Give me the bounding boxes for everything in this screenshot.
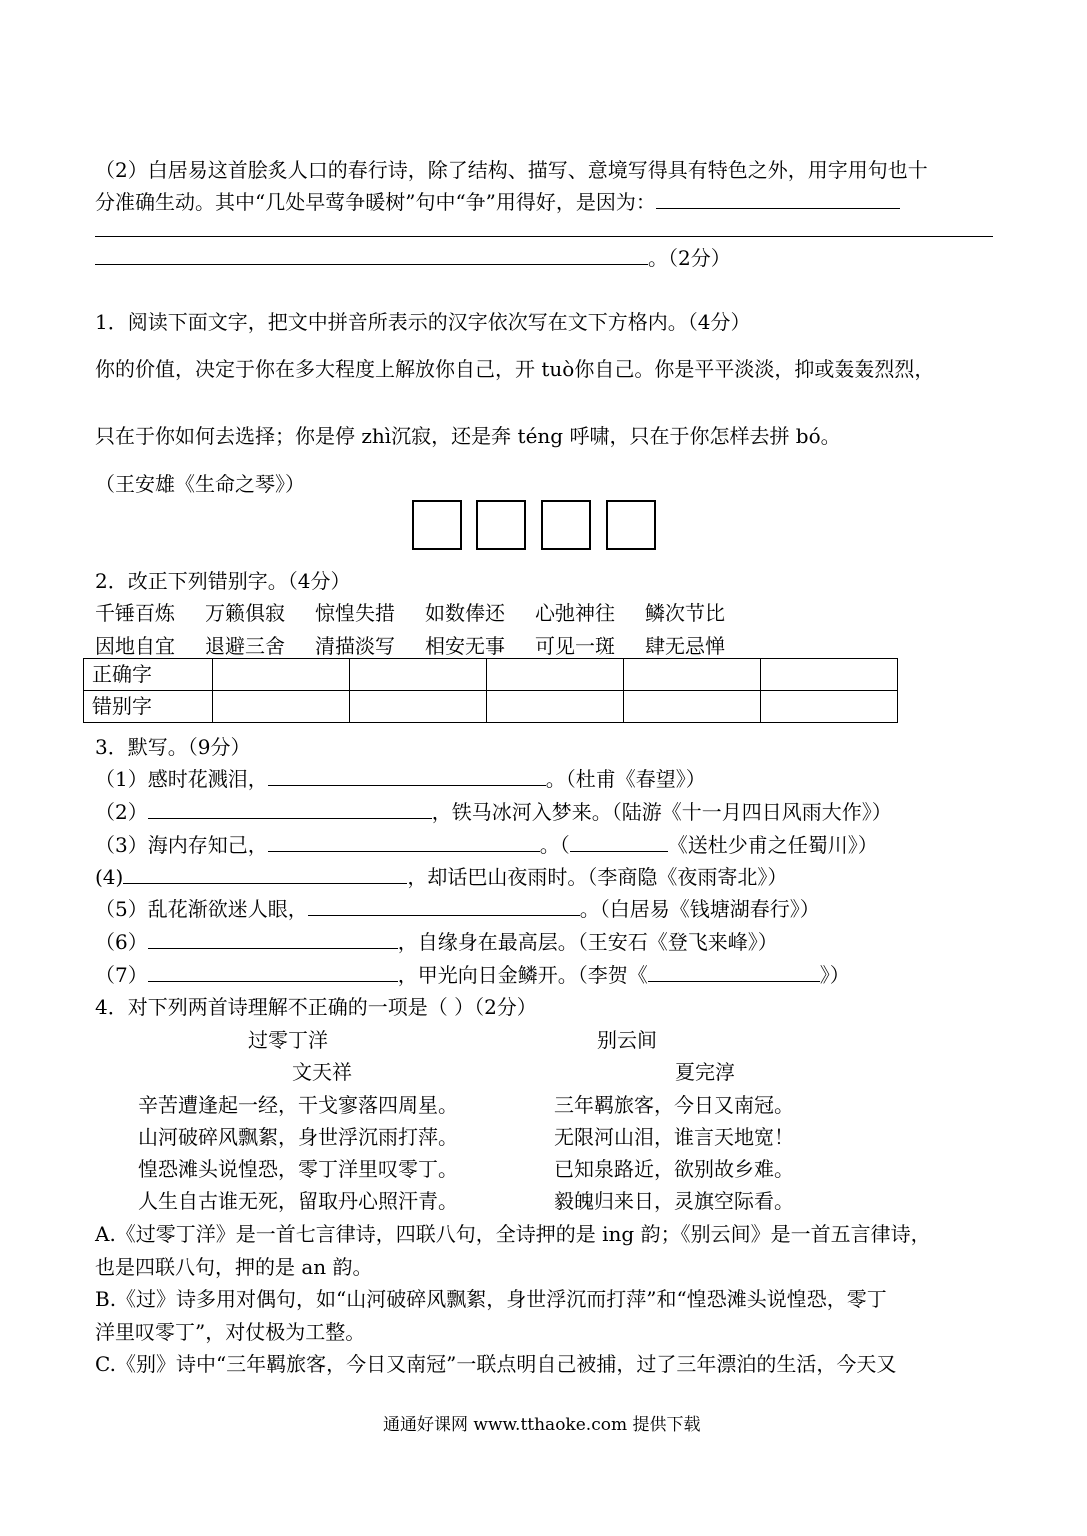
p1-source: （王安雄《生命之琴》） [95, 472, 305, 496]
answer-box-1[interactable] [412, 500, 462, 550]
answer-cell[interactable] [624, 659, 761, 691]
word-item: 清描淡写 [315, 634, 395, 658]
poem2-line: 无限河山泪，谁言天地宽！ [554, 1125, 794, 1149]
p3-text: 《送杜少甫之任蜀川》） [667, 833, 878, 857]
p2-row1 [95, 597, 755, 626]
answer-cell[interactable] [350, 691, 487, 723]
answer-blank[interactable] [570, 831, 668, 852]
answer-box-3[interactable] [541, 500, 591, 550]
answer-line[interactable] [95, 236, 993, 237]
q2-line1: （2）白居易这首脍炙人口的春行诗，除了结构、描写、意境写得具有特色之外，用字用句也十 [95, 158, 928, 182]
word-item: 退避三舍 [205, 634, 285, 658]
answer-blank[interactable] [268, 765, 546, 786]
answer-blank[interactable] [656, 188, 900, 209]
poem2-line: 已知泉路近，欲别故乡难。 [554, 1157, 794, 1181]
answer-box-4[interactable] [606, 500, 656, 550]
p3-text: 》） [819, 963, 850, 987]
p3-text: ，却话巴山夜雨时。（李商隐《夜雨寄北》） [407, 865, 788, 889]
answer-cell[interactable] [487, 659, 624, 691]
p3-item-2 [95, 796, 892, 825]
word-item: 惊惶失措 [315, 601, 395, 625]
option-b-line2: 洋里叹零丁”，对仗极为工整。 [95, 1320, 366, 1344]
p3-item-4 [95, 861, 787, 890]
word-item: 肆无忌惮 [645, 634, 725, 658]
answer-blank[interactable] [268, 831, 540, 852]
p1-line2: 只在于你如何去选择；你是停 zhì沉寂，还是奔 téng 呼啸，只在于你怎样去拼 bó。 [95, 424, 841, 448]
p3-text: （5）乱花渐欲迷人眼， [95, 897, 308, 921]
poem1-title: 过零丁洋 [248, 1028, 328, 1052]
answer-box-2[interactable] [476, 500, 526, 550]
word-item: 心弛神往 [535, 601, 615, 625]
row-header: 错别字 [84, 691, 213, 723]
page-footer: 通通好课网 www.tthaoke.com 提供下载 [383, 1415, 701, 1435]
answer-blank[interactable] [95, 244, 648, 265]
poem2-title: 别云间 [597, 1028, 657, 1052]
answer-cell[interactable] [213, 691, 350, 723]
answer-cell[interactable] [213, 659, 350, 691]
poem2-line: 三年羁旅客，今日又南冠。 [554, 1093, 794, 1117]
answer-blank[interactable] [148, 928, 398, 949]
p4-title: 4．对下列两首诗理解不正确的一项是（ ）（2分） [95, 995, 537, 1019]
p3-item-1 [95, 763, 706, 792]
correction-table [83, 658, 898, 723]
q2-line2 [95, 186, 900, 215]
option-c-line1: C.《别》诗中“三年羁旅客，今日又南冠”一联点明自己被捕，过了三年漂泊的生活，今天又 [95, 1352, 897, 1376]
row-header: 正确字 [84, 659, 213, 691]
word-item: 因地自宜 [95, 634, 175, 658]
word-item: 可见一斑 [535, 634, 615, 658]
p3-text: 。（白居易《钱塘湖春行》） [579, 897, 820, 921]
p3-text: ，甲光向日金鳞开。（李贺《 [397, 963, 648, 987]
option-a-line1: A.《过零丁洋》是一首七言律诗，四联八句，全诗押的是 ing 韵；《别云间》是一首五言律诗， [95, 1222, 931, 1246]
answer-cell[interactable] [350, 659, 487, 691]
poem1-line: 人生自古谁无死，留取丹心照汗青。 [138, 1189, 458, 1213]
answer-blank[interactable] [123, 863, 407, 884]
p3-text: （7） [95, 963, 148, 987]
p3-text: （1）感时花溅泪， [95, 767, 268, 791]
p3-text: 。（ [539, 833, 570, 857]
option-b-line1: B.《过》诗多用对偶句，如“山河破碎风飘絮，身世浮沉而打萍”和“惶恐滩头说惶恐，零丁 [95, 1287, 887, 1311]
p3-text: （6） [95, 930, 148, 954]
poem1-author: 文天祥 [292, 1060, 352, 1084]
answer-blank[interactable] [648, 961, 820, 982]
table-row [84, 659, 898, 691]
word-item: 万籁俱寂 [205, 601, 285, 625]
answer-cell[interactable] [487, 691, 624, 723]
answer-blank[interactable] [148, 961, 398, 982]
poem2-author: 夏完淳 [675, 1060, 735, 1084]
p3-item-3 [95, 829, 878, 858]
p3-text: （2） [95, 800, 148, 824]
table-row [84, 691, 898, 723]
answer-cell[interactable] [761, 691, 898, 723]
p3-text: ，铁马冰河入梦来。（陆游《十一月四日风雨大作》） [431, 800, 892, 824]
p2-title: 2．改正下列错别字。（4分） [95, 569, 351, 593]
p1-title: 1．阅读下面文字，把文中拼音所表示的汉字依次写在文下方格内。（4分） [95, 310, 751, 334]
p3-text: (4) [95, 865, 124, 889]
option-a-line2: 也是四联八句，押的是 an 韵。 [95, 1255, 373, 1279]
q2-end-text: 。（2分） [648, 246, 731, 270]
p2-row2 [95, 630, 755, 659]
poem1-line: 辛苦遭逢起一经，干戈寥落四周星。 [138, 1093, 458, 1117]
answer-cell[interactable] [761, 659, 898, 691]
p3-item-7 [95, 959, 850, 988]
word-item: 如数俸还 [425, 601, 505, 625]
word-item: 千锤百炼 [95, 601, 175, 625]
q2-end [95, 242, 731, 271]
answer-blank[interactable] [308, 895, 580, 916]
p3-text: 。（杜甫《春望》） [545, 767, 706, 791]
p3-text: （3）海内存知己， [95, 833, 268, 857]
word-item: 鳞次节比 [645, 601, 725, 625]
p3-title: 3．默写。（9分） [95, 735, 251, 759]
answer-blank[interactable] [148, 798, 432, 819]
poem2-line: 毅魄归来日，灵旗空际看。 [554, 1189, 794, 1213]
p3-item-5 [95, 893, 820, 922]
word-item: 相安无事 [425, 634, 505, 658]
poem1-line: 山河破碎风飘絮，身世浮沉雨打萍。 [138, 1125, 458, 1149]
p1-line1: 你的价值，决定于你在多大程度上解放你自己，开 tuò你自己。你是平平淡淡，抑或轰轰烈烈， [95, 357, 935, 381]
p3-text: ，自缘身在最高层。（王安石《登飞来峰》） [397, 930, 778, 954]
q2-line2-text: 分准确生动。其中“几处早莺争暖树”句中“争”用得好，是因为： [95, 190, 656, 214]
answer-cell[interactable] [624, 691, 761, 723]
poem1-line: 惶恐滩头说惶恐，零丁洋里叹零丁。 [138, 1157, 458, 1181]
p3-item-6 [95, 926, 778, 955]
